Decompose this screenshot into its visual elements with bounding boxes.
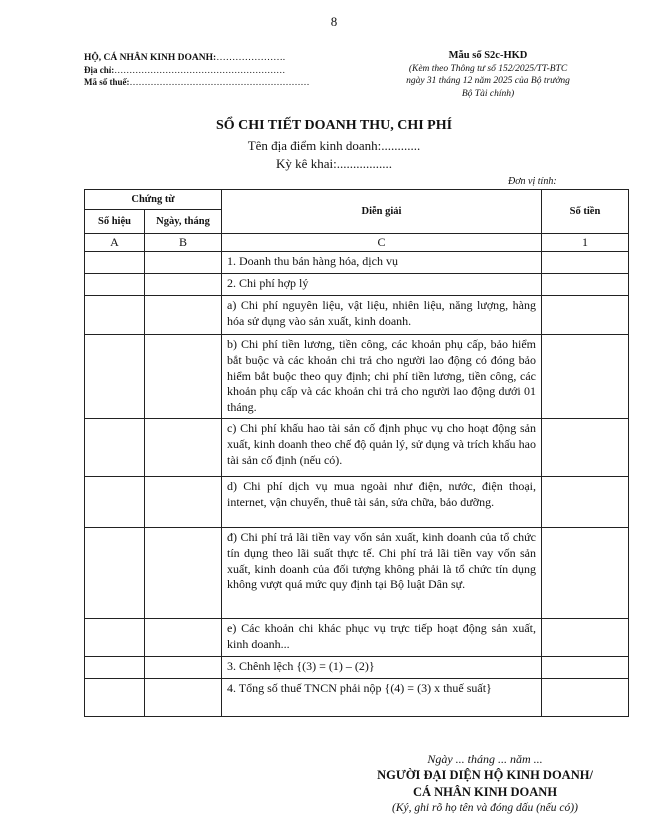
description-header: Diễn giải bbox=[222, 190, 542, 234]
document-title: SỔ CHI TIẾT DOANH THU, CHI PHÍ bbox=[215, 118, 453, 133]
form-reference-line2: ngày 31 tháng 12 năm 2025 của Bộ trưởng bbox=[406, 76, 570, 86]
row-materials-expense: a) Chi phí nguyên liệu, vật liệu, nhiên liệu, năng lượng, hàng hóa sử dụng vào sản xuất, kinh doanh. bbox=[222, 296, 542, 335]
signature-date-line: Ngày ... tháng ... năm ... bbox=[427, 752, 543, 766]
row-other-expenses: e) Các khoản chi khác phục vụ trực tiếp hoạt động sản xuất, kinh doanh... bbox=[222, 619, 542, 657]
business-dots: …………………. bbox=[216, 53, 286, 63]
table-row bbox=[85, 679, 629, 717]
amount-header: Số tiền bbox=[542, 190, 629, 234]
row-revenue: 1. Doanh thu bán hàng hóa, dịch vụ bbox=[222, 252, 542, 274]
column-code-c: C bbox=[222, 234, 542, 252]
voucher-date-header: Ngày, tháng bbox=[145, 210, 222, 234]
row-depreciation-expense: c) Chi phí khấu hao tài sản cố định phục vụ cho hoạt động sản xuất, kinh doanh theo chế độ quản lý, sử dụng và trích khấu hao tài sản cố định (nếu có). bbox=[222, 419, 542, 477]
column-code-b: B bbox=[145, 234, 222, 252]
business-label: HỘ, CÁ NHÂN KINH DOANH: bbox=[84, 53, 217, 63]
table-row bbox=[85, 528, 629, 619]
row-difference: 3. Chênh lệch {(3) = (1) – (2)} bbox=[222, 657, 542, 679]
column-code-a: A bbox=[85, 234, 145, 252]
period-line: Kỳ kê khai:................. bbox=[276, 156, 392, 171]
table-row bbox=[85, 335, 629, 419]
location-line: Tên địa điểm kinh doanh:............ bbox=[247, 138, 421, 153]
voucher-group-header: Chứng từ bbox=[85, 190, 222, 210]
address-line bbox=[84, 64, 310, 76]
table-row bbox=[85, 252, 629, 274]
table-row bbox=[85, 274, 629, 296]
row-reasonable-expenses: 2. Chi phí hợp lý bbox=[222, 274, 542, 296]
form-number: Mẫu số S2c-HKD bbox=[448, 50, 528, 61]
tax-code-label: Mã số thuế: bbox=[84, 77, 130, 87]
form-reference-block bbox=[352, 50, 624, 100]
table-row bbox=[85, 296, 629, 335]
table-row bbox=[85, 419, 629, 477]
form-reference-line3: Bộ Tài chính) bbox=[461, 88, 515, 99]
ledger-table bbox=[84, 189, 629, 717]
row-interest-expense: đ) Chi phí trả lãi tiền vay vốn sản xuất, kinh doanh của tổ chức tín dụng theo lãi suất thực tế. Chi phí trả lãi tiền vay vốn sản xuất, kinh doanh của đối tượng không phải là tổ chức tín dụng không vượt quá mức quy định tại Bộ luật Dân sự. bbox=[222, 528, 542, 619]
business-info-block bbox=[84, 52, 310, 88]
unit-label: Đơn vị tính: bbox=[508, 176, 557, 187]
tax-code-line bbox=[84, 76, 310, 88]
row-salary-expense: b) Chi phí tiền lương, tiền công, các khoản phụ cấp, bảo hiểm bắt buộc và các khoản chi trả cho người lao động có đóng bảo hiểm bắt buộc theo quy định; chi phí tiền lương, tiền công, các khoản phụ cấp và các khoản chi trả cho người lao động dưới 01 tháng. bbox=[222, 335, 542, 419]
row-total-tax: 4. Tổng số thuế TNCN phải nộp {(4) = (3) x thuế suất} bbox=[222, 679, 542, 717]
table-header-row bbox=[85, 190, 629, 210]
signature-title-line1: NGƯỜI ĐẠI DIỆN HỘ KINH DOANH/ bbox=[377, 768, 593, 782]
column-code-row bbox=[85, 234, 629, 252]
voucher-number-header: Số hiệu bbox=[85, 210, 145, 234]
table-row bbox=[85, 477, 629, 528]
address-label: Địa chỉ: bbox=[84, 65, 115, 75]
signature-note: (Ký, ghi rõ họ tên và đóng dấu (nếu có)) bbox=[392, 802, 578, 814]
row-outsourced-services-expense: d) Chi phí dịch vụ mua ngoài như điện, nước, điện thoại, internet, vận chuyển, thuê tài sản, sửa chữa, bảo dưỡng. bbox=[222, 477, 542, 528]
form-reference-line1: (Kèm theo Thông tư số 152/2025/TT-BTC bbox=[408, 63, 568, 74]
table-row bbox=[85, 619, 629, 657]
table-row bbox=[85, 657, 629, 679]
column-code-1: 1 bbox=[542, 234, 629, 252]
tax-code-dots: …………………………………………………… bbox=[129, 77, 310, 87]
address-dots: ………………………………………………… bbox=[114, 65, 286, 75]
page-number: 8 bbox=[330, 14, 338, 29]
signature-title-line2: CÁ NHÂN KINH DOANH bbox=[412, 785, 558, 799]
business-name-line bbox=[84, 52, 310, 64]
